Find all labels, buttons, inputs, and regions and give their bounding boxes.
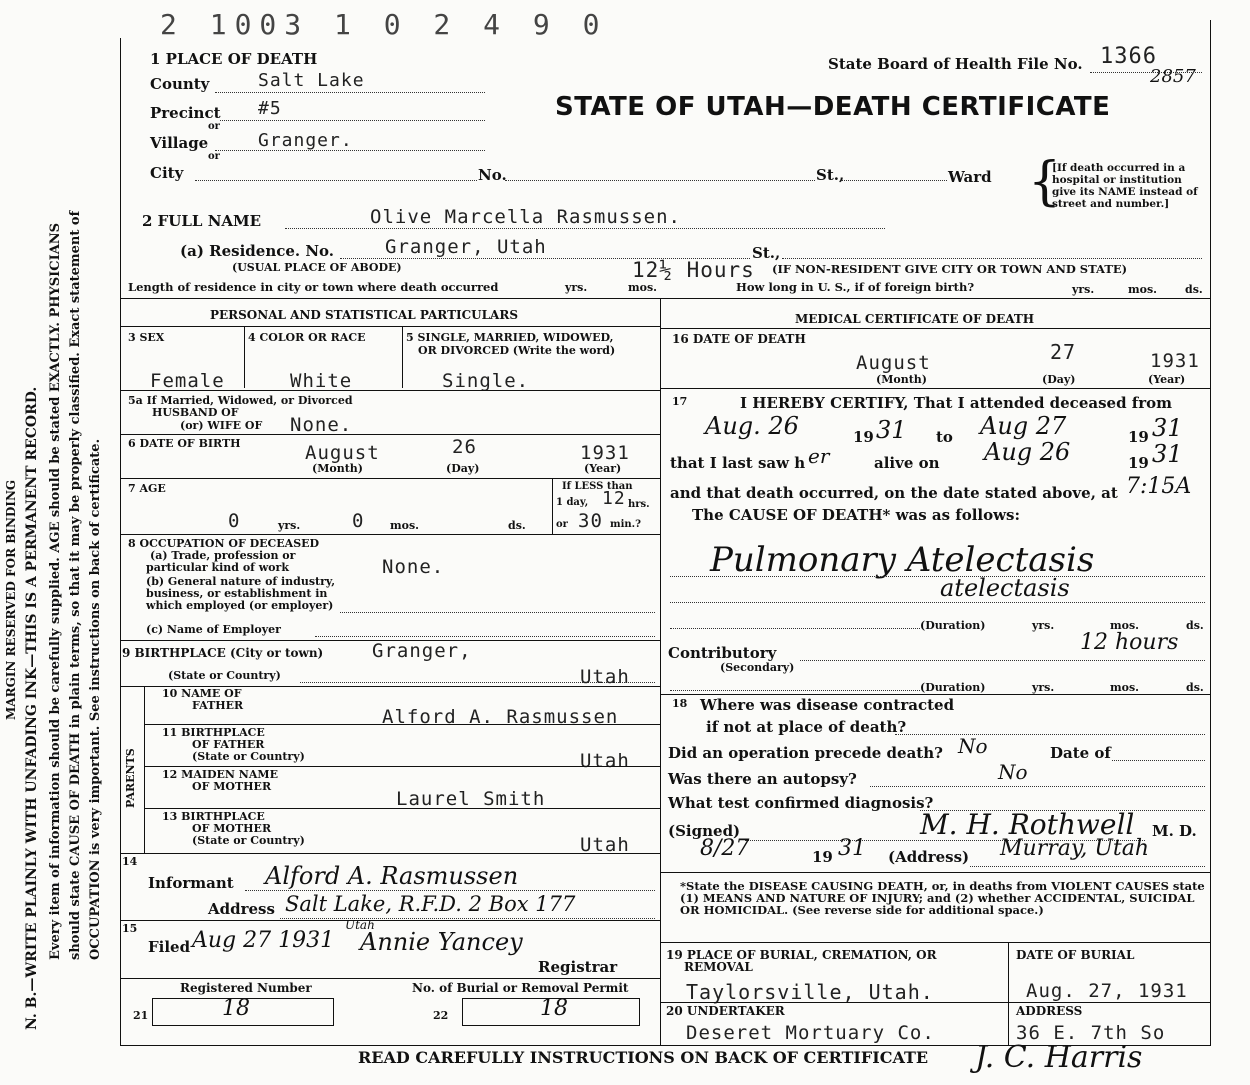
sex-divider (244, 326, 245, 388)
to-label: to (936, 428, 953, 446)
duration-1-ds: ds. (1186, 619, 1204, 632)
certificate-title: STATE OF UTAH—DEATH CERTIFICATE (555, 92, 1111, 122)
operation-value: No (958, 734, 988, 758)
test-label: What test confirmed diagnosis? (668, 794, 934, 812)
city-label: City (150, 164, 184, 182)
dob-label: 6 DATE OF BIRTH (128, 437, 241, 450)
operation-label: Did an operation precede death? (668, 744, 943, 762)
age-divider (552, 478, 553, 534)
cause-value-2: atelectasis (940, 574, 1070, 602)
date-of-line (1112, 760, 1205, 761)
parents-bottom-line (120, 853, 660, 854)
duration-2: (Duration) (920, 681, 986, 694)
attended-from: Aug. 26 (705, 412, 799, 440)
registrar-footer-signature: J. C. Harris (975, 1040, 1143, 1075)
mother-value: Laurel Smith (396, 788, 546, 810)
reg-22: 22 (433, 1009, 449, 1022)
birthplace-state: Utah (580, 666, 630, 688)
informant-bottom-line (120, 920, 660, 921)
less-than-min-value: 30 (578, 510, 603, 532)
margin-instructions-2: should state CAUSE OF DEATH in plain terms, so that it may be properly classified. Exact statement of (68, 210, 83, 960)
mother-birth-value: Utah (580, 834, 630, 856)
length-yrs: yrs. (565, 281, 588, 294)
informant-label: Informant (148, 874, 234, 892)
occupation-c: (c) Name of Employer (146, 623, 281, 636)
filed-bottom-line (120, 978, 660, 979)
sex-label: 3 SEX (128, 331, 165, 344)
margin-instructions-3: OCCUPATION is very important. See instructions on back of certificate. (88, 438, 103, 960)
age-yrs-value: 0 (228, 510, 241, 532)
father-birth-value: Utah (580, 750, 630, 772)
father-label-1: 10 NAME OF (162, 687, 242, 700)
file-number-handwritten: 2857 (1150, 66, 1196, 87)
father-value: Alford A. Rasmussen (382, 706, 619, 728)
us-ds: ds. (1185, 283, 1203, 296)
file-line (1090, 72, 1202, 73)
village-line (215, 150, 485, 151)
marital-label-1: 5 SINGLE, MARRIED, WIDOWED, (406, 331, 614, 344)
duration-2-mos: mos. (1110, 681, 1139, 694)
mother-birth-label-3: (State or Country) (192, 834, 305, 847)
undertaker-value: Deseret Mortuary Co. (686, 1022, 935, 1044)
autopsy-label: Was there an autopsy? (668, 770, 857, 788)
burial-permit-value: 18 (540, 996, 568, 1021)
father-line (144, 724, 660, 725)
signed-year: 31 (838, 836, 866, 861)
where-label-1: Where was disease contracted (700, 696, 955, 714)
burial-divider (1008, 942, 1009, 1045)
residence-st: St., (752, 244, 781, 262)
physician-signature: M. H. Rothwell (920, 808, 1135, 841)
dod-year-caption: (Year) (1148, 373, 1186, 386)
birthplace-state-caption: (State or Country) (168, 669, 281, 682)
father-label-2: FATHER (192, 699, 244, 712)
death-time: 7:15A (1126, 474, 1192, 499)
occupation-c-line (315, 636, 655, 637)
occupation-b3: which employed (or employer) (146, 599, 334, 612)
mother-birth-label-2: OF MOTHER (192, 822, 272, 835)
contributory-label: Contributory (668, 644, 777, 662)
st-label: St., (816, 166, 845, 184)
medical-heading: MEDICAL CERTIFICATE OF DEATH (795, 312, 1035, 326)
serial-number: 2 1003 1 0 2 4 9 0 (160, 8, 608, 41)
margin-instructions-1: Every item of information should be carefully supplied. AGE should be stated EXACTLY. PHYSICIANS (48, 222, 63, 960)
last-saw-19: 19 (1128, 454, 1149, 472)
age-label: 7 AGE (128, 482, 166, 495)
less-than-day: 1 day, (556, 497, 589, 508)
dod-day: 27 (1050, 340, 1077, 364)
residence-st-line (782, 258, 1202, 259)
less-than-label: If LESS than (562, 481, 633, 492)
length-label: Length of residence in city or town where death occurred (128, 280, 499, 294)
attended-to-19: 19 (1128, 428, 1149, 446)
attended-to-year: 31 (1152, 414, 1183, 442)
burial-label-2: REMOVAL (684, 960, 753, 974)
margin-warning-text: N. B.—WRITE PLAINLY WITH UNFADING INK—THIS IS A PERMANENT RECORD. (24, 386, 40, 1030)
full-name-value: Olive Marcella Rasmussen. (370, 206, 681, 228)
registered-number-label: Registered Number (180, 981, 312, 995)
or-1: or (208, 121, 220, 132)
min-label: min.? (610, 519, 641, 530)
dod-day-caption: (Day) (1042, 373, 1076, 386)
informant-number: 14 (122, 855, 138, 868)
ward-label: Ward (948, 168, 992, 186)
or-2: or (208, 151, 220, 162)
precinct-label: Precinct (150, 104, 221, 122)
dob-month-caption: (Month) (312, 462, 363, 475)
mother-line (144, 808, 660, 809)
us-yrs: yrs. (1072, 283, 1095, 296)
duration-2-ds: ds. (1186, 681, 1204, 694)
n17: 17 (672, 395, 688, 408)
dob-year-caption: (Year) (584, 462, 622, 475)
spouse-value: None. (290, 414, 353, 436)
sex-value: Female (150, 370, 225, 392)
informant-line (245, 890, 655, 891)
county-label: County (150, 75, 210, 93)
alive-label: alive on (874, 454, 940, 472)
race-divider (402, 326, 403, 388)
undertaker-address-label: ADDRESS (1016, 1004, 1083, 1018)
birthplace-label: 9 BIRTHPLACE (City or town) (122, 646, 324, 660)
attended-to: Aug 27 (980, 412, 1067, 440)
race-value: White (290, 370, 353, 392)
st-line (842, 180, 947, 181)
father-birth-label-2: OF FATHER (192, 738, 265, 751)
full-name-line (285, 228, 885, 229)
county-line (215, 92, 485, 93)
mother-label-2: OF MOTHER (192, 780, 272, 793)
n18: 18 (672, 697, 688, 710)
where-line (895, 734, 1205, 735)
cause-line-3 (670, 628, 920, 629)
dob-day-caption: (Day) (446, 462, 480, 475)
birthplace-value: Granger, (372, 640, 472, 662)
dob-month: August (305, 442, 380, 464)
filed-label: Filed (148, 938, 191, 956)
dod-month-caption: (Month) (876, 373, 927, 386)
duration-1-yrs: yrs. (1032, 619, 1055, 632)
hrs-label: hrs. (628, 499, 650, 510)
full-name-label: 2 FULL NAME (142, 212, 262, 230)
burial-place: Taylorsville, Utah. (686, 980, 934, 1004)
mother-label-1: 12 MAIDEN NAME (162, 768, 278, 781)
certify-text: I HEREBY CERTIFY, That I attended deceased from (740, 394, 1173, 412)
contributory-line-2 (670, 690, 920, 691)
occupation-b1: (b) General nature of industry, (146, 575, 336, 588)
dod-year: 1931 (1150, 350, 1200, 372)
father-birth-label-1: 11 BIRTHPLACE (162, 726, 265, 739)
age-yrs-label: yrs. (278, 519, 301, 532)
signed-label: (Signed) (668, 822, 741, 840)
dod-line (660, 388, 1210, 389)
cause-value: Pulmonary Atelectasis (710, 540, 1095, 580)
filed-utah-note: Utah (345, 918, 375, 932)
frame-left (120, 38, 121, 1046)
occupation-value: None. (382, 556, 445, 578)
father-birth-line (144, 766, 660, 767)
burial-line (660, 1002, 1210, 1003)
informant-signature: Alford A. Rasmussen (265, 862, 519, 890)
occurred-label: and that death occurred, on the date stated above, at (670, 484, 1118, 502)
parents-label: PARENTS (124, 748, 137, 808)
frame-right (1210, 20, 1211, 1046)
residence-value: Granger, Utah (385, 236, 547, 258)
burial-permit-label: No. of Burial or Removal Permit (412, 981, 629, 995)
contributory-line-1 (800, 660, 1205, 661)
no-line (505, 180, 815, 181)
cause-line-2 (670, 602, 1205, 603)
county-value: Salt Lake (258, 70, 365, 91)
section-top-line (120, 298, 1210, 299)
brace-glyph: { (1028, 152, 1062, 212)
occupation-b2: business, or establishment in (146, 587, 328, 600)
duration-1: (Duration) (920, 619, 986, 632)
burial-date-label: DATE OF BURIAL (1016, 948, 1135, 962)
city-line (195, 180, 477, 181)
precinct-value: #5 (258, 98, 282, 119)
dob-day: 26 (452, 436, 477, 458)
informant-address: Salt Lake, R.F.D. 2 Box 177 (285, 892, 576, 916)
margin-reserved-text: MARGIN RESERVED FOR BINDING (4, 479, 18, 720)
village-value: Granger. (258, 130, 353, 151)
less-than-hrs-value: 12 (602, 488, 626, 509)
dob-year: 1931 (580, 442, 630, 464)
age-line (120, 534, 660, 535)
last-saw-her: er (808, 444, 830, 468)
occupation-a2: particular kind of work (146, 561, 289, 574)
physician-address: Murray, Utah (1000, 836, 1150, 861)
filed-number: 15 (122, 922, 138, 935)
race-label: 4 COLOR OR RACE (248, 331, 366, 344)
attended-from-19: 19 (853, 428, 874, 446)
secondary-caption: (Secondary) (720, 661, 795, 674)
informant-address-label: Address (208, 900, 275, 918)
burial-date: Aug. 27, 1931 (1026, 980, 1188, 1002)
signed-19: 19 (812, 848, 833, 866)
undertaker-label: 20 UNDERTAKER (666, 1004, 785, 1018)
cause-label: The CAUSE OF DEATH* was as follows: (692, 506, 1021, 524)
signed-date: 8/27 (700, 836, 750, 861)
contributory-value: 12 hours (1080, 630, 1179, 655)
filed-date: Aug 27 1931 (192, 928, 335, 953)
cause-note: *State the DISEASE CAUSING DEATH, or, in deaths from VIOLENT CAUSES state (1) MEANS AND NATURE OF INJURY; and (2) whether ACCIDENTAL, SUICIDAL OR HOMICIDAL. (See reverse side for additional space.) (680, 879, 1205, 917)
spouse-label-3: (or) WIFE OF (180, 419, 263, 432)
nonresident-caption: (IF NON-RESIDENT GIVE CITY OR TOWN AND STATE) (772, 262, 1128, 276)
no-label: No. (478, 166, 507, 184)
informant-address-line (280, 918, 655, 919)
sex-row-line (120, 390, 660, 391)
marital-value: Single. (442, 370, 530, 392)
parents-divider (144, 686, 145, 854)
md-label: M. D. (1152, 822, 1197, 840)
dod-month: August (856, 352, 931, 374)
age-mos-value: 0 (352, 510, 365, 532)
reg-21: 21 (133, 1009, 149, 1022)
or-label: or (556, 519, 568, 530)
file-label: State Board of Health File No. (828, 55, 1083, 73)
date-of-label: Date of (1050, 744, 1111, 762)
footer-instructions: READ CAREFULLY INSTRUCTIONS ON BACK OF CERTIFICATE (358, 1048, 929, 1067)
center-divider (660, 298, 661, 1045)
last-saw-date: Aug 26 (984, 438, 1071, 466)
occupation-a1: (a) Trade, profession or (150, 549, 296, 562)
dod-label: 16 DATE OF DEATH (672, 332, 806, 346)
burial-label-1: 19 PLACE OF BURIAL, CREMATION, OR (666, 948, 937, 962)
mother-birth-label-1: 13 BIRTHPLACE (162, 810, 265, 823)
occupation-b-line (340, 612, 655, 613)
attended-from-year: 31 (876, 416, 907, 444)
personal-heading-line (120, 326, 660, 327)
residence-label: (a) Residence. No. (180, 242, 335, 260)
personal-heading: PERSONAL AND STATISTICAL PARTICULARS (210, 308, 519, 322)
where-label-2: if not at place of death? (706, 718, 907, 736)
registrar-label: Registrar (538, 958, 618, 976)
age-mos-label: mos. (390, 519, 419, 532)
dob-line (120, 478, 660, 479)
autopsy-value: No (998, 760, 1028, 784)
spouse-label-1: 5a If Married, Widowed, or Divorced (128, 394, 353, 407)
note-bottom-line (660, 942, 1210, 943)
registered-number-value: 18 (222, 996, 250, 1021)
duration-1-mos: mos. (1110, 619, 1139, 632)
last-saw-year: 31 (1152, 440, 1183, 468)
address-line (970, 866, 1205, 867)
village-label: Village (150, 134, 209, 152)
marital-label-2: OR DIVORCED (Write the word) (418, 344, 616, 357)
age-ds-label: ds. (508, 519, 526, 532)
length-mos: mos. (628, 281, 657, 294)
duration-2-yrs: yrs. (1032, 681, 1055, 694)
us-label: How long in U. S., if of foreign birth? (736, 280, 975, 294)
undertaker-address: 36 E. 7th So (1016, 1022, 1166, 1044)
medical-heading-line (660, 328, 1210, 329)
abode-caption: (USUAL PLACE OF ABODE) (232, 261, 402, 274)
father-birth-label-3: (State or Country) (192, 750, 305, 763)
hours-value: 12½ Hours (632, 258, 755, 282)
us-mos: mos. (1128, 283, 1157, 296)
spouse-line (120, 434, 660, 435)
occupation-label: 8 OCCUPATION OF DECEASED (128, 537, 320, 550)
cause-line-1 (670, 576, 1205, 577)
filed-registrar-signature: Annie Yancey (360, 928, 523, 956)
signed-bottom-line (660, 872, 1210, 873)
hospital-note: [If death occurred in a hospital or institution give its NAME instead of street and number.] (1052, 162, 1198, 210)
last-saw-label: that I last saw h (670, 454, 806, 472)
file-number: 1366 (1100, 44, 1157, 69)
contributory-bottom-line (660, 694, 1210, 695)
precinct-line (220, 120, 485, 121)
address-label: (Address) (888, 848, 970, 866)
place-heading: 1 PLACE OF DEATH (150, 50, 318, 68)
autopsy-line (870, 786, 1205, 787)
spouse-label-2: HUSBAND OF (152, 406, 239, 419)
